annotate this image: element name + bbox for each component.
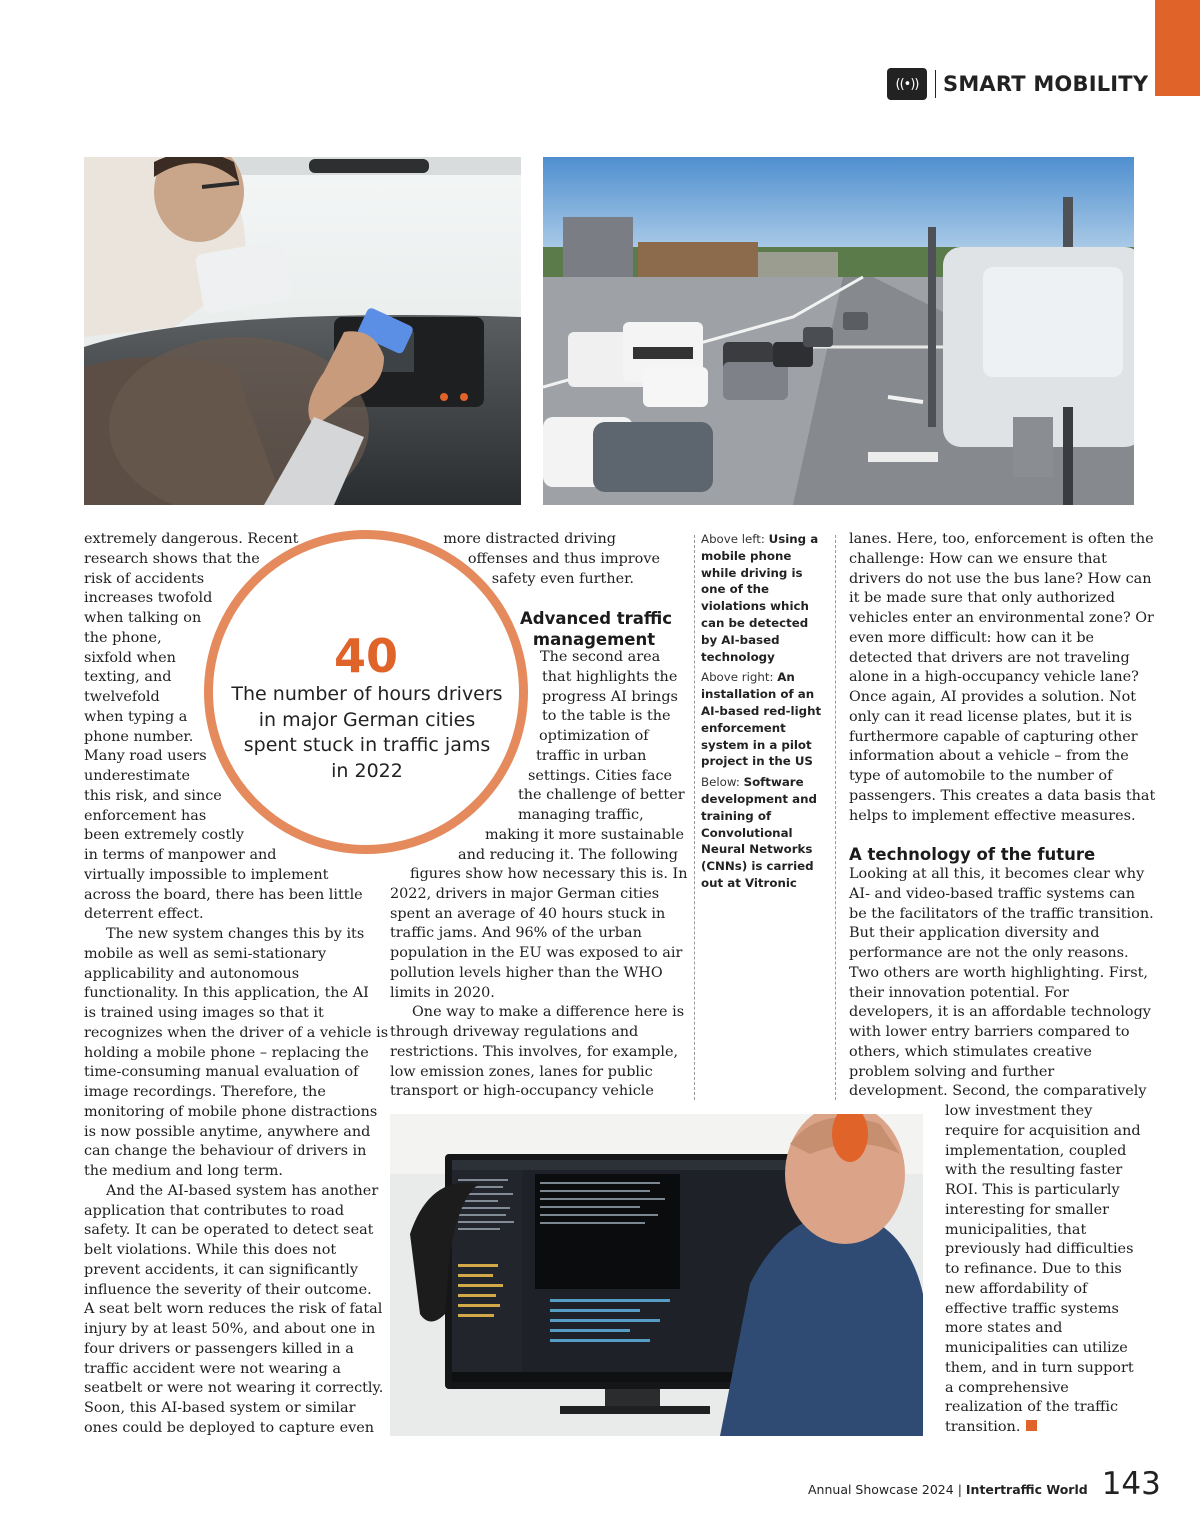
header-divider xyxy=(935,70,936,98)
software-developer-photo xyxy=(390,1114,923,1436)
text-line: ones could be deployed to capture even xyxy=(84,1419,375,1436)
text-line: And the AI-based system has another xyxy=(106,1182,379,1199)
caption-above-right xyxy=(701,669,827,770)
text-line: that highlights the xyxy=(542,668,678,685)
text-line: ROI. This is particularly xyxy=(945,1182,1120,1198)
caption-divider-left xyxy=(694,535,695,1100)
text-line: Two others are worth highlighting. First, xyxy=(849,964,1149,981)
caption-text: Software development and training of Convolutional Neural Networks (CNNs) is carried out at Vitronic xyxy=(701,775,817,890)
text-line: through driveway regulations and xyxy=(390,1024,639,1040)
text-line: low emission zones, lanes for public xyxy=(390,1063,653,1080)
column-3-mid-text xyxy=(849,865,1154,1102)
text-line: mobile as well as semi-stationary xyxy=(84,945,327,962)
caption-above-left xyxy=(701,531,827,665)
heading-line: Advanced traffic xyxy=(520,609,673,628)
text-line: enforcement has xyxy=(84,807,207,824)
footer-publication: Annual Showcase 2024 xyxy=(808,1482,954,1497)
text-line: traffic in urban xyxy=(536,747,647,764)
text-line: population in the EU was exposed to air xyxy=(390,945,683,961)
text-line: the challenge of better xyxy=(518,787,685,804)
text-line: when talking on xyxy=(84,610,202,626)
caption-below xyxy=(701,774,827,892)
footer-separator: | xyxy=(957,1482,962,1497)
section-title: SMART MOBILITY xyxy=(943,72,1149,96)
column-2-top-text xyxy=(390,530,660,589)
text-line: realization of the traffic xyxy=(945,1399,1119,1416)
text-line: transport or high-occupancy vehicle xyxy=(390,1083,654,1100)
text-line: more states and xyxy=(945,1320,1063,1337)
text-line: 2022, drivers in major German cities xyxy=(390,885,660,902)
text-line: drivers do not use the bus lane? How can xyxy=(849,570,1152,587)
text-line: a comprehensive xyxy=(945,1379,1069,1396)
text-line: application that contributes to road xyxy=(84,1202,345,1219)
text-line: to refinance. Due to this xyxy=(945,1261,1122,1277)
text-line: AI- and video-based traffic systems can xyxy=(849,885,1136,902)
text-line: managing traffic, xyxy=(518,807,644,823)
driver-texting-photo xyxy=(84,157,521,505)
end-of-article-mark xyxy=(1026,1420,1037,1431)
text-line: underestimate xyxy=(84,768,190,784)
text-line: optimization of xyxy=(539,728,649,744)
text-line: detected that drivers are not traveling xyxy=(849,649,1130,666)
text-line: prevent accidents, it can significantly xyxy=(84,1261,359,1278)
text-line: deterrent effect. xyxy=(84,906,204,923)
text-line: Soon, this AI-based system or similar xyxy=(84,1400,356,1416)
text-line: vehicles enter an environmental zone? Or xyxy=(849,610,1154,626)
text-line: restrictions. This involves, for example, xyxy=(390,1043,679,1060)
text-line: A seat belt worn reduces the risk of fatal xyxy=(84,1301,383,1318)
text-line: time-consuming manual evaluation of xyxy=(84,1064,359,1081)
text-line: helps to implement effective measures. xyxy=(849,807,1136,824)
page-footer xyxy=(808,1466,1161,1502)
text-line: can change the behaviour of drivers in xyxy=(84,1143,367,1160)
text-line: furthermore capable of capturing other xyxy=(849,728,1138,745)
text-line: passengers. This creates a data basis that xyxy=(849,787,1156,804)
text-line: The new system changes this by its xyxy=(106,926,365,942)
pull-quote-number: 40 xyxy=(333,629,398,683)
text-line: functionality. In this application, the AI xyxy=(84,985,369,1002)
text-line: limits in 2020. xyxy=(390,984,495,1001)
text-line: is now possible anytime, anywhere and xyxy=(84,1123,371,1140)
text-line: more distracted driving xyxy=(443,531,616,547)
text-line: settings. Cities face xyxy=(528,767,673,784)
text-line: in terms of manpower and xyxy=(84,847,277,863)
caption-label: Above left: xyxy=(701,532,765,546)
text-line: safety even further. xyxy=(491,570,634,587)
text-line: making it more sustainable xyxy=(485,826,685,843)
text-line: the phone, xyxy=(84,629,162,646)
text-line: this risk, and since xyxy=(84,787,222,804)
text-line: previously had difficulties xyxy=(945,1241,1134,1258)
text-line: municipalities, that xyxy=(945,1221,1087,1238)
caption-label: Above right: xyxy=(701,670,774,685)
text-line: Many road users xyxy=(84,748,207,765)
text-line: municipalities can utilize xyxy=(945,1340,1128,1356)
text-line: influence the severity of their outcome. xyxy=(84,1281,372,1298)
text-line: implementation, coupled xyxy=(945,1142,1127,1159)
text-line: recognizes when the driver of a vehicle is xyxy=(84,1024,389,1041)
text-line: seatbelt or were not wearing it correctly. xyxy=(84,1380,384,1397)
text-line: with the resulting faster xyxy=(945,1162,1123,1179)
page-number: 143 xyxy=(1101,1466,1161,1502)
text-line: phone number. xyxy=(84,728,194,745)
text-line: information about a vehicle – from the xyxy=(849,748,1129,765)
text-line: them, and in turn support xyxy=(945,1359,1134,1376)
text-line: The second area xyxy=(540,649,661,665)
column-2-text xyxy=(390,865,688,1102)
text-line: virtually impossible to implement xyxy=(84,866,329,883)
heading-line: management xyxy=(532,630,656,649)
text-line: their innovation potential. For xyxy=(849,984,1069,1001)
text-line: traffic accident were not wearing a xyxy=(84,1360,341,1377)
pull-quote-line: spent stuck in traffic jams xyxy=(243,734,491,756)
caption-divider-right xyxy=(835,535,836,1100)
text-line: risk of accidents xyxy=(84,570,205,587)
pull-quote-line: in 2022 xyxy=(331,759,403,782)
text-line: development. Second, the comparatively xyxy=(849,1083,1147,1100)
text-line: to the table is the xyxy=(542,708,671,725)
footer-brand: Intertraffic World xyxy=(965,1482,1088,1497)
red-light-enforcement-photo xyxy=(543,157,1134,505)
photo-captions xyxy=(701,531,827,896)
text-line: effective traffic systems xyxy=(945,1300,1119,1317)
text-line: alone in a high-occupancy vehicle lane? xyxy=(849,669,1139,686)
text-line: figures show how necessary this is. In xyxy=(410,866,688,882)
orange-page-tab xyxy=(1155,0,1200,96)
text-line: and reducing it. The following xyxy=(458,846,678,863)
pull-quote-line: in major German cities xyxy=(258,708,476,731)
text-line: One way to make a difference here is xyxy=(412,1004,685,1021)
text-line: performance are not the only reasons. xyxy=(849,945,1129,961)
text-line: been extremely costly xyxy=(84,827,244,844)
text-line-end: transition. xyxy=(945,1419,1021,1435)
text-line: interesting for smaller xyxy=(945,1201,1110,1218)
text-line: others, which stimulates creative xyxy=(849,1043,1092,1060)
text-line: increases twofold xyxy=(84,590,213,607)
text-line: type of automobile to the number of xyxy=(849,768,1113,784)
text-line: developers, it is an affordable technology xyxy=(849,1004,1151,1021)
text-line: safety. It can be operated to detect seat xyxy=(84,1222,374,1239)
text-line: low investment they xyxy=(945,1103,1093,1119)
text-line: spent an average of 40 hours stuck in xyxy=(390,905,666,922)
text-line: it be made sure that only authorized xyxy=(849,590,1115,607)
text-line: twelvefold xyxy=(84,689,160,705)
heading-technology-future: A technology of the future xyxy=(849,845,1096,864)
text-line: new affordability of xyxy=(945,1280,1088,1297)
text-line: But their application diversity and xyxy=(849,925,1100,942)
text-line: research shows that the xyxy=(84,550,260,567)
text-line: when typing a xyxy=(84,708,188,725)
text-line: only can it read license plates, but it is xyxy=(849,708,1132,725)
text-line: even more difficult: how can it be xyxy=(849,629,1095,646)
text-line: extremely dangerous. Recent xyxy=(84,531,299,547)
text-line: problem solving and further xyxy=(849,1063,1055,1080)
text-line: the medium and long term. xyxy=(84,1163,283,1179)
text-line: applicability and autonomous xyxy=(84,965,300,982)
text-line: offenses and thus improve xyxy=(467,550,660,567)
text-line: image recordings. Therefore, the xyxy=(84,1084,326,1100)
text-line: require for acquisition and xyxy=(945,1122,1141,1139)
caption-text: An installation of an AI-based red-light enforcement system in a pilot project in the US xyxy=(701,670,822,769)
caption-label: Below: xyxy=(701,775,740,790)
text-line: four drivers or passengers killed in a xyxy=(84,1340,354,1357)
broadcast-signal-icon: ((•)) xyxy=(887,68,927,100)
text-line: traffic jams. And 96% of the urban xyxy=(390,925,642,942)
column-3-top-text xyxy=(849,530,1156,826)
text-line: is trained using images so that it xyxy=(84,1005,324,1021)
pull-quote-line: The number of hours drivers xyxy=(231,683,503,705)
text-line: holding a mobile phone – replacing the xyxy=(84,1044,369,1061)
caption-text: Using a mobile phone while driving is one of the violations which can be detected by AI-based technology xyxy=(701,532,819,664)
text-line: sixfold when xyxy=(84,649,176,666)
text-line: Once again, AI provides a solution. Not xyxy=(849,689,1137,705)
column-2-wrap-text xyxy=(440,648,685,865)
text-line: texting, and xyxy=(84,669,172,686)
text-line xyxy=(945,1418,1135,1438)
section-header xyxy=(887,66,1148,102)
text-line: pollution levels higher than the WHO xyxy=(390,964,663,981)
text-line: monitoring of mobile phone distractions xyxy=(84,1103,378,1120)
column-3-narrow-text xyxy=(945,1102,1141,1438)
text-line: belt violations. While this does not xyxy=(84,1242,337,1258)
text-line: injury by at least 50%, and about one in xyxy=(84,1321,376,1337)
text-line: lanes. Here, too, enforcement is often the xyxy=(849,531,1154,547)
text-line: Looking at all this, it becomes clear why xyxy=(849,866,1145,882)
text-line: with lower entry barriers compared to xyxy=(849,1024,1130,1040)
text-line: challenge: How can we ensure that xyxy=(849,550,1107,567)
text-line: be the facilitators of the traffic transition. xyxy=(849,905,1154,922)
heading-advanced-traffic xyxy=(520,608,673,650)
text-line: progress AI brings xyxy=(542,688,678,705)
text-line: across the board, there has been little xyxy=(84,886,363,903)
